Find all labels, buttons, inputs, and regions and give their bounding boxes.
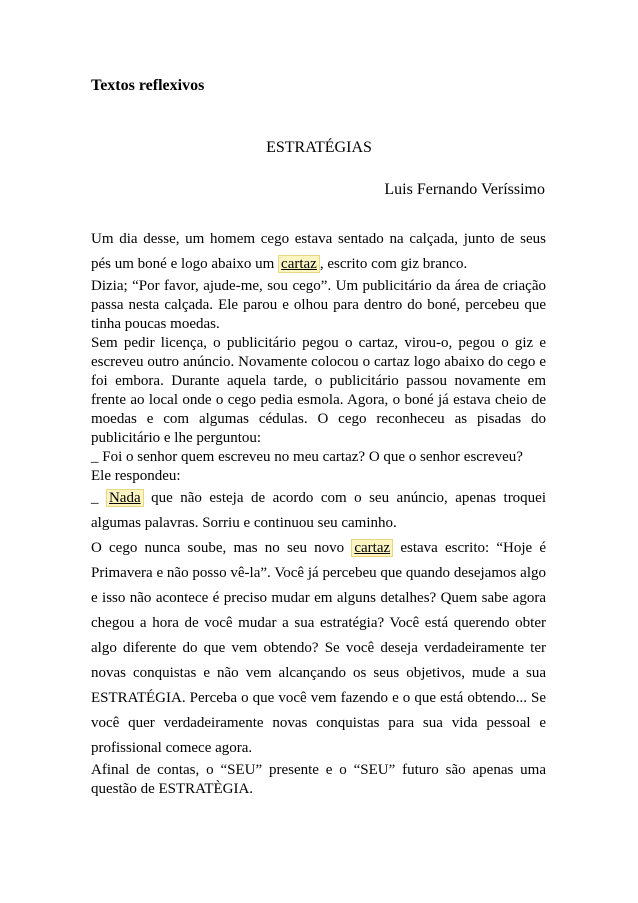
- paragraph-2: Dizia; “Por favor, ajude-me, sou cego”. Um publicitário da área de criação passa nesta calçada. Ele parou e olhou para dentro do boné, percebeu que tinha poucas moedas.: [91, 278, 546, 332]
- paragraph-6-text-end: que não esteja de acordo com o seu anúncio, apenas troquei algumas palavras. Sorriu e continuou seu caminho.: [91, 490, 547, 531]
- document-title: ESTRATÉGIAS: [266, 139, 372, 156]
- highlighted-word-cartaz-2[interactable]: cartaz: [351, 539, 393, 557]
- paragraph-1-text: Um dia desse, um homem cego estava sentado na calçada, junto de seus pés um boné e logo abaixo um: [91, 231, 546, 272]
- paragraph-6: [91, 486, 546, 536]
- paragraph-7-text: O cego nunca soube, mas no seu novo: [91, 540, 345, 556]
- highlighted-word-nada[interactable]: Nada: [106, 489, 144, 507]
- document-author: Luis Fernando Veríssimo: [384, 181, 545, 198]
- document-heading: Textos reflexivos: [91, 77, 205, 94]
- paragraph-6-text: _: [91, 490, 99, 506]
- paragraph-5: Ele respondeu:: [91, 468, 181, 484]
- paragraph-1: [91, 227, 546, 277]
- highlighted-word-cartaz[interactable]: cartaz: [278, 255, 320, 273]
- document-body: [91, 227, 546, 799]
- paragraph-1-text-end: , escrito com giz branco.: [319, 256, 468, 272]
- paragraph-8: Afinal de contas, o “SEU” presente e o “SEU” futuro são apenas uma questão de ESTRATÈGIA.: [91, 762, 546, 797]
- paragraph-7-text-end: estava escrito: “Hoje é Primavera e não posso vê-la”. Você já percebeu que quando desejamos algo e isso não acontece é preciso mudar em alguns detalhes? Quem sabe agora chegou a hora de você mudar a sua estratégia? Você está querendo obter algo diferente do que vem obtendo? Se você deseja verdadeiramente ter novas conquistas e não vem alcançando os seus objetivos, mude a sua ESTRATÉGIA. Perceba o que você vem fazendo e o que está obtendo... Se você quer verdadeiramente novas conquistas para sua vida pessoal e profissional comece agora.: [91, 540, 547, 756]
- paragraph-3: Sem pedir licença, o publicitário pegou o cartaz, virou-o, pegou o giz e escreveu outro anúncio. Novamente colocou o cartaz logo abaixo do cego e foi embora. Durante aquela tarde, o publicitário passou novamente em frente ao local onde o cego pedia esmola. Agora, o boné já estava cheio de moedas e com algumas cédulas. O cego reconheceu as pisadas do publicitário e lhe perguntou:: [91, 335, 546, 446]
- paragraph-7: [91, 536, 546, 761]
- paragraph-4: _ Foi o senhor quem escreveu no meu cartaz? O que o senhor escreveu?: [91, 449, 523, 465]
